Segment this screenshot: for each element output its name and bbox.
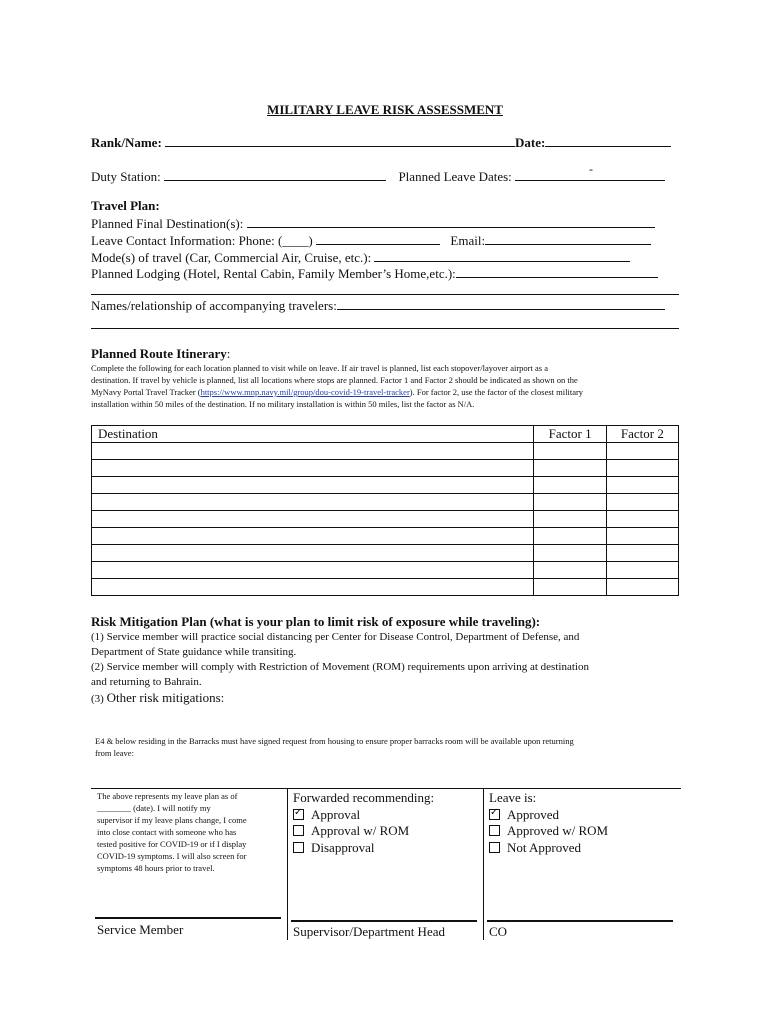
factor1-header: Factor 1 [534,426,606,443]
route-table-row [92,477,679,494]
destination-cell[interactable] [92,443,534,460]
barracks-note [95,735,574,759]
barracks-note-line: from leave: [95,748,134,758]
planned-leave-dates-label: Planned Leave Dates: [398,169,512,184]
rank-name-row [91,134,671,151]
co-signature-line[interactable] [487,920,673,922]
destination-cell[interactable] [92,579,534,596]
factor2-cell[interactable] [606,477,678,494]
travel-plan-heading: Travel Plan: [91,198,160,213]
destination-cell[interactable] [92,528,534,545]
destination-cell[interactable] [92,545,534,562]
leave-is-block [489,790,608,856]
lodging-label: Planned Lodging (Hotel, Rental Cabin, Family Member’s Home,etc.): [91,266,456,281]
factor2-cell[interactable] [606,579,678,596]
supervisor-signature-line[interactable] [291,920,477,922]
modes-row [91,249,630,266]
contact-phone-label: Leave Contact Information: Phone: (____) [91,233,313,248]
member-statement-line: COVID-19 symptoms. I will also screen for [97,851,247,861]
route-table-row [92,460,679,477]
member-statement-line: supervisor if my leave plans change, I come [97,815,247,825]
factor2-cell[interactable] [606,443,678,460]
rank-name-label: Rank/Name: [91,135,162,150]
companions-field[interactable] [337,297,665,310]
leave-is-option-label: Approved [507,806,559,822]
travel-tracker-link[interactable]: https://www.mnp.navy.mil/group/dou-covid-19-travel-tracker [200,387,410,397]
service-member-signature-line[interactable] [95,917,281,919]
member-statement-line: into close contact with someone who has [97,827,237,837]
factor2-header: Factor 2 [606,426,678,443]
email-field[interactable] [485,232,651,245]
factor1-cell[interactable] [534,545,606,562]
companions-row [91,297,665,314]
route-instructions-text: ). For factor 2, use the factor of the closest military [409,387,584,397]
route-heading-colon: : [226,346,231,361]
route-table-row [92,494,679,511]
lodging-row [91,265,658,282]
signature-divider-1 [287,788,288,940]
route-table-row [92,545,679,562]
signature-block-top-line [91,788,681,789]
supervisor-label: Supervisor/Department Head [293,924,445,939]
companions-label: Names/relationship of accompanying travelers: [91,298,337,313]
date-label: Date: [515,135,546,150]
route-table-row [92,562,679,579]
route-table-row [92,443,679,460]
leave-is-heading: Leave is: [489,790,537,805]
forwarded-option[interactable] [293,823,434,840]
factor1-cell[interactable] [534,511,606,528]
route-instructions-line: installation within 50 miles of the destination. If no military installation is within 50 miles, list the factor as N/A. [91,399,475,409]
route-table-row [92,579,679,596]
route-instructions-line: destination. If travel by vehicle is planned, list all locations where stops are planned. Factor 1 and Factor 2 should be indicated as shown on the [91,375,578,385]
leave-dates-dash: - [589,162,594,176]
route-instructions-line: Complete the following for each location planned to visit while on leave. If air travel is planned, list each stopover/layover airport as a [91,363,548,373]
checkbox-icon[interactable] [293,842,304,853]
checkbox-icon[interactable] [293,825,304,836]
route-instructions-line [91,386,691,398]
final-destination-row [91,215,655,232]
route-table-row [92,528,679,545]
member-statement [97,790,282,874]
destination-header: Destination [92,426,534,443]
checkbox-icon[interactable] [489,842,500,853]
leave-is-option[interactable] [489,807,608,824]
risk-item-2: (2) Service member will comply with Restriction of Movement (ROM) requirements upon arriving at destination [91,661,589,673]
destination-cell[interactable] [92,460,534,477]
route-instructions-text: MyNavy Portal Travel Tracker ( [91,387,201,397]
barracks-note-line: E4 & below residing in the Barracks must have signed request from housing to ensure proper barracks room will be available upon returning [95,736,574,746]
risk-item-3-text: Other risk mitigations: [106,690,225,705]
member-statement-line: ________ (date). I will notify my [97,803,211,813]
risk-item-3-number: (3) [91,693,104,705]
risk-item-1: (1) Service member will practice social distancing per Center for Disease Control, Department of Defense, and [91,631,580,643]
companions-extra-line[interactable] [91,328,679,329]
leave-is-option-label: Not Approved [507,839,582,855]
forwarded-option-label: Disapproval [311,839,375,855]
factor2-cell[interactable] [606,545,678,562]
destination-cell[interactable] [92,494,534,511]
factor1-cell[interactable] [534,579,606,596]
modes-field[interactable] [374,249,630,262]
duty-station-field[interactable] [164,168,386,181]
member-statement-line: tested positive for COVID-19 or if I display [97,839,247,849]
risk-heading: Risk Mitigation Plan (what is your plan to limit risk of exposure while traveling): [91,614,541,629]
checkbox-icon[interactable] [489,809,500,820]
destination-cell[interactable] [92,562,534,579]
form-title: MILITARY LEAVE RISK ASSESSMENT [267,102,503,117]
contact-phone-field[interactable] [316,232,440,245]
final-destination-label: Planned Final Destination(s): [91,216,244,231]
email-label: Email: [450,233,486,248]
leave-is-option-label: Approved w/ ROM [507,823,609,838]
member-statement-line: symptoms 48 hours prior to travel. [97,863,215,873]
checkbox-icon[interactable] [489,825,500,836]
risk-item-2-cont: and returning to Bahrain. [91,676,202,688]
factor2-cell[interactable] [606,460,678,477]
rank-name-field[interactable] [165,134,515,147]
forwarded-option-label: Approval [311,806,361,822]
final-destination-field[interactable] [247,215,655,228]
date-field[interactable] [545,134,671,147]
factor1-cell[interactable] [534,443,606,460]
leave-is-option[interactable] [489,823,608,840]
route-table-header [92,426,679,443]
route-heading-text: Planned Route Itinerary [91,346,227,361]
factor1-cell[interactable] [534,460,606,477]
factor2-cell[interactable] [606,494,678,511]
forwarded-option-label: Approval w/ ROM [311,823,410,838]
forwarded-option[interactable] [293,840,434,857]
planned-leave-dates-field[interactable] [515,162,665,181]
route-table-row [92,511,679,528]
co-label: CO [489,924,508,939]
factor2-cell[interactable] [606,562,678,579]
duty-station-label: Duty Station: [91,169,161,184]
forwarded-option[interactable] [293,807,434,824]
duty-station-row [91,162,665,185]
destination-cell[interactable] [92,477,534,494]
destination-cell[interactable] [92,511,534,528]
route-instructions [91,362,691,410]
forwarded-heading: Forwarded recommending: [293,790,435,805]
route-table [91,425,679,596]
factor1-cell[interactable] [534,494,606,511]
member-statement-line: The above represents my leave plan as of [97,791,238,801]
forwarded-block [293,790,434,856]
contact-row [91,232,651,249]
modes-label: Mode(s) of travel (Car, Commercial Air, Cruise, etc.): [91,250,372,265]
factor2-cell[interactable] [606,511,678,528]
route-heading [91,346,230,362]
risk-item-1-cont: Department of State guidance while transiting. [91,646,297,658]
factor2-cell[interactable] [606,528,678,545]
lodging-field[interactable] [456,265,658,278]
risk-items [91,630,589,707]
service-member-label: Service Member [97,922,184,937]
leave-is-option[interactable] [489,840,608,857]
factor1-cell[interactable] [534,528,606,545]
lodging-extra-line[interactable] [91,294,679,295]
risk-item-3 [91,690,589,707]
signature-divider-2 [483,788,484,940]
checkbox-icon[interactable] [293,809,304,820]
factor1-cell[interactable] [534,477,606,494]
factor1-cell[interactable] [534,562,606,579]
